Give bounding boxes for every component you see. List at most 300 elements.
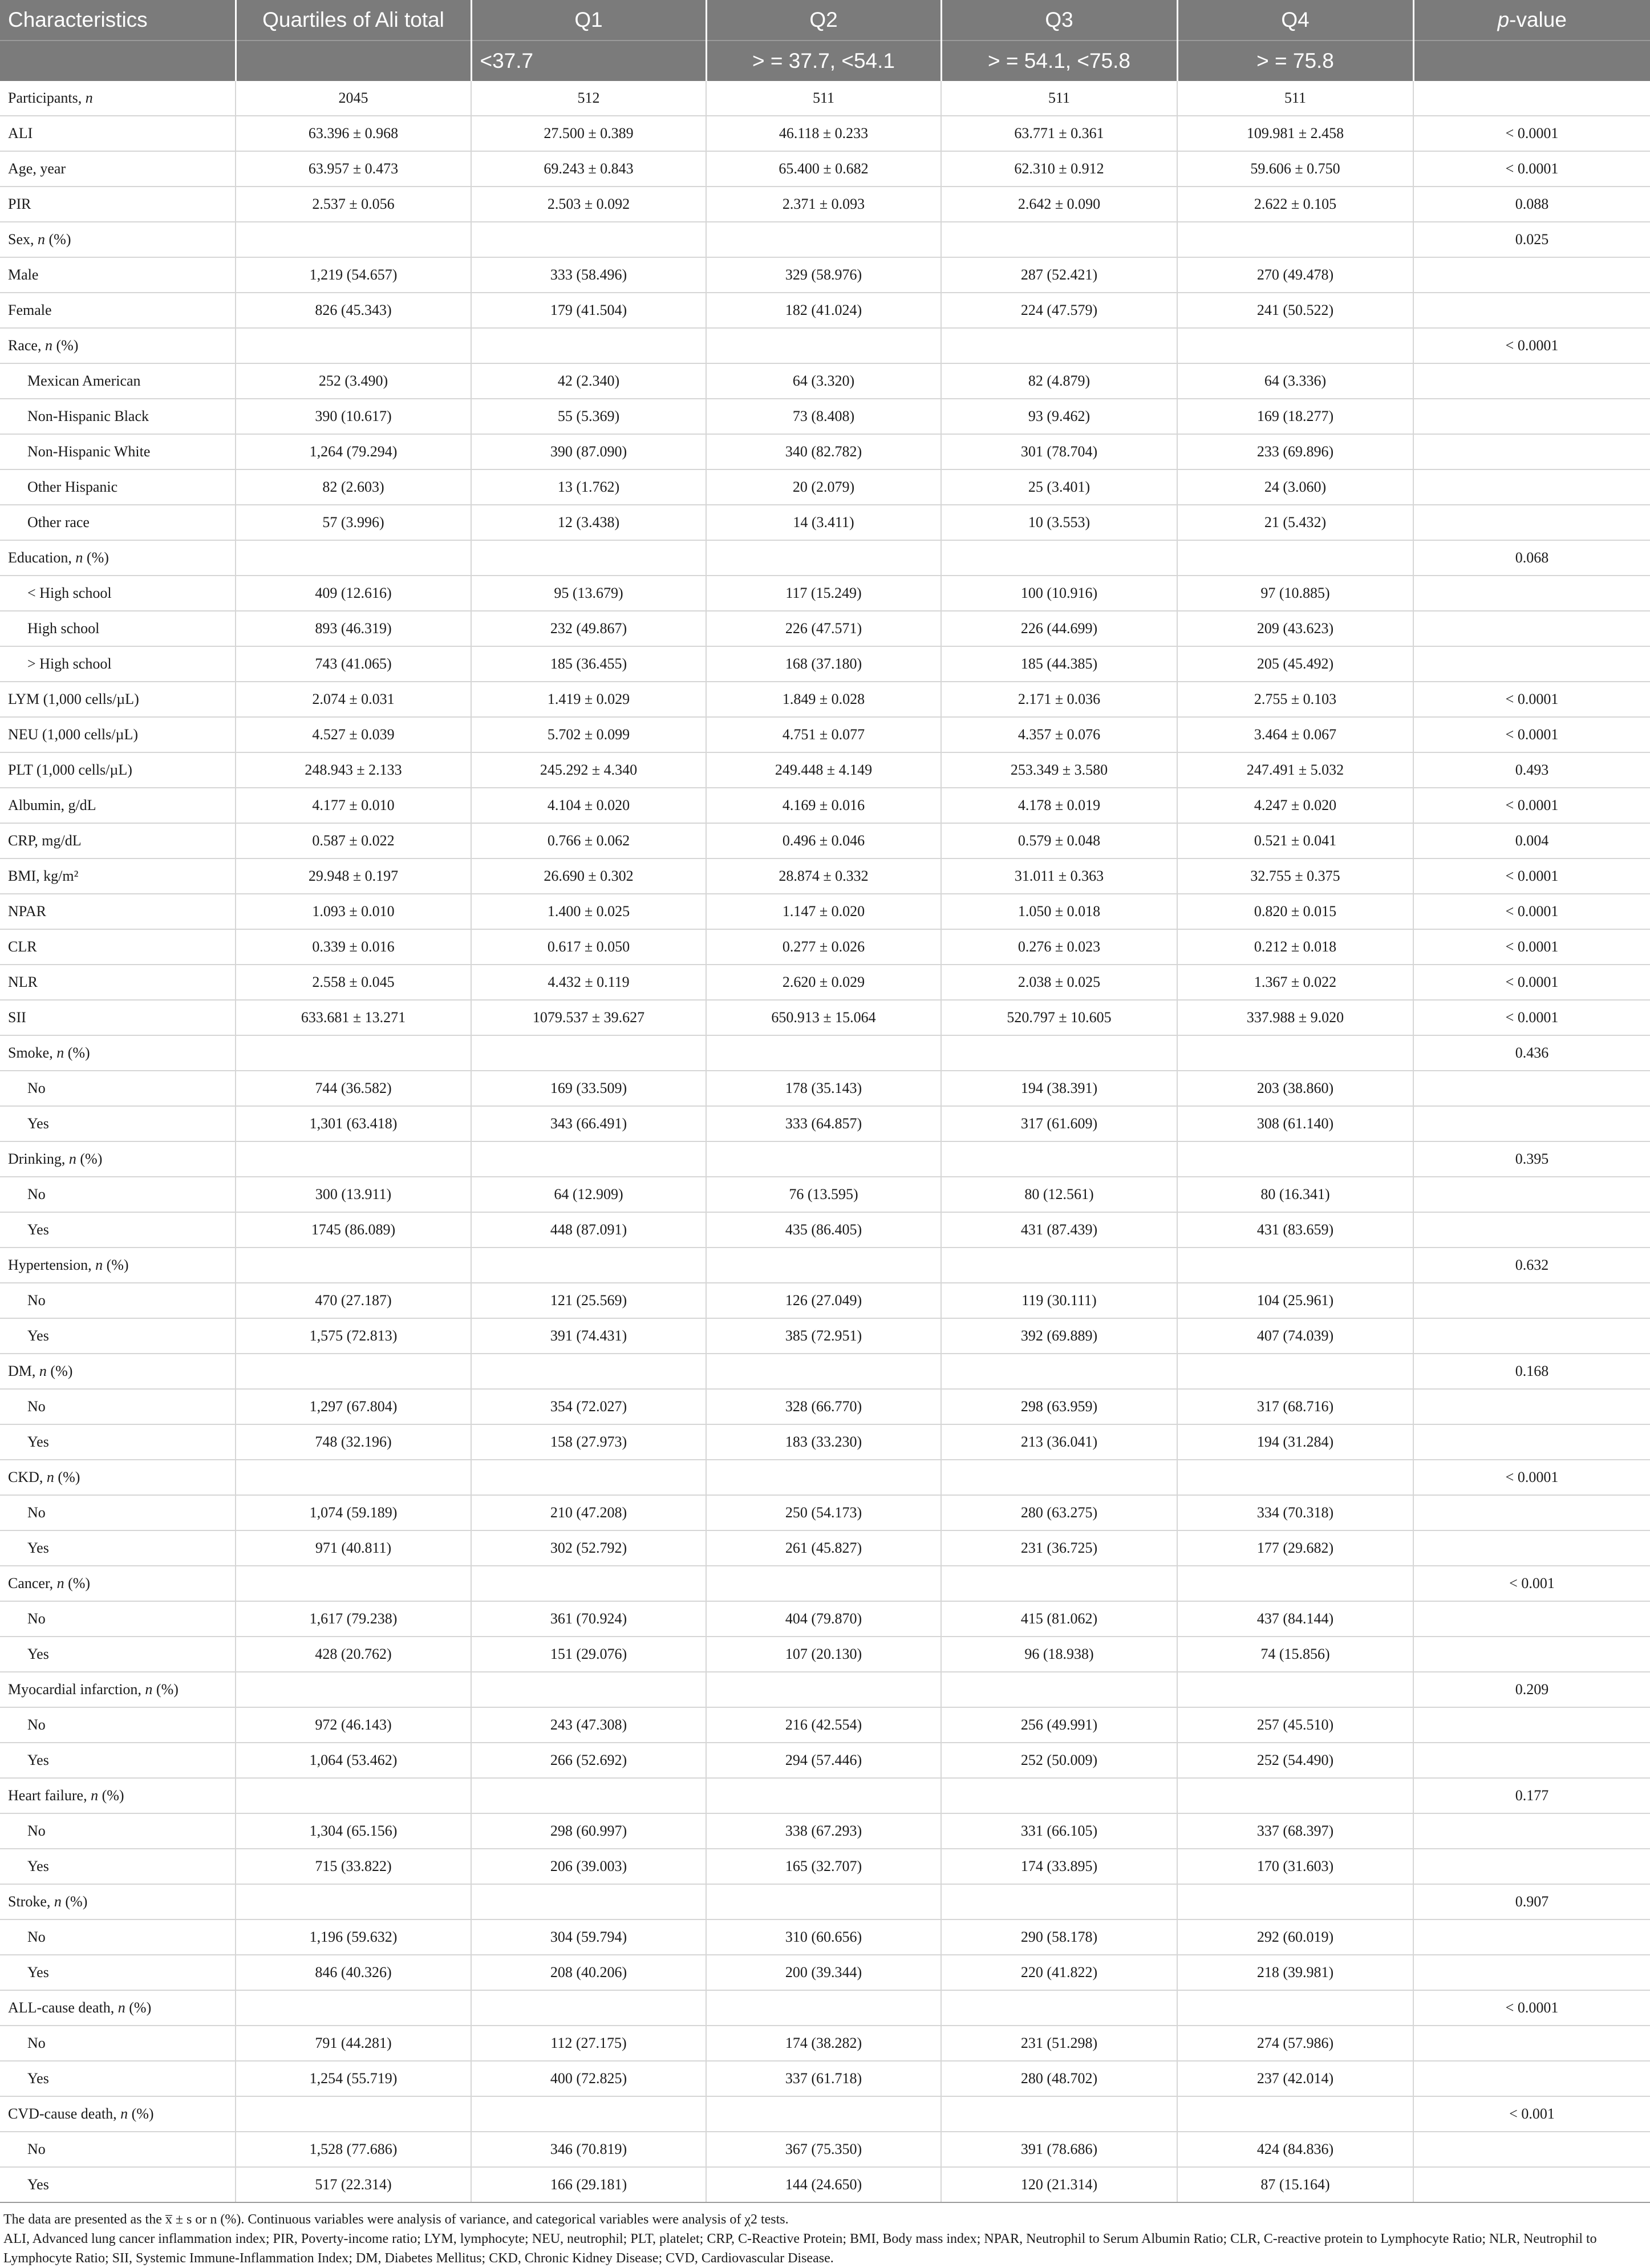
cell-q3: 96 (18.938) (941, 1637, 1177, 1672)
row-label: Male (0, 257, 236, 293)
table-row (0, 1248, 1650, 1283)
cell-p: 0.436 (1413, 1035, 1650, 1071)
row-label: Yes (0, 2061, 236, 2096)
table-row (0, 1318, 1650, 1354)
cell-q3 (941, 1035, 1177, 1071)
table-row (0, 682, 1650, 717)
table-row (0, 1424, 1650, 1460)
cell-q3: 226 (44.699) (941, 611, 1177, 646)
cell-q2: 117 (15.249) (706, 576, 941, 611)
cell-q2: 46.118 ± 0.233 (706, 116, 941, 151)
cell-p: < 0.0001 (1413, 717, 1650, 752)
cell-q2: 200 (39.344) (706, 1955, 941, 1990)
cell-q2: 182 (41.024) (706, 293, 941, 328)
table-row (0, 823, 1650, 858)
cell-p (1413, 611, 1650, 646)
table-row (0, 505, 1650, 540)
cell-p (1413, 1637, 1650, 1672)
header-empty-2 (236, 40, 471, 81)
table-row (0, 1884, 1650, 1919)
cell-q2: 1.147 ± 0.020 (706, 894, 941, 929)
table-header (0, 0, 1650, 81)
cell-q3: 63.771 ± 0.361 (941, 116, 1177, 151)
cell-p (1413, 505, 1650, 540)
table-row (0, 1743, 1650, 1778)
cell-q3: 511 (941, 81, 1177, 116)
table-row (0, 894, 1650, 929)
cell-q1 (471, 1354, 706, 1389)
table-row (0, 1707, 1650, 1743)
row-label: No (0, 1283, 236, 1318)
table-row (0, 187, 1650, 222)
table-row (0, 151, 1650, 187)
cell-total: 1,575 (72.813) (236, 1318, 471, 1354)
cell-p (1413, 469, 1650, 505)
row-label: No (0, 2132, 236, 2167)
cell-p (1413, 1813, 1650, 1849)
cell-q1 (471, 1672, 706, 1707)
row-label: No (0, 1389, 236, 1424)
cell-p: < 0.0001 (1413, 116, 1650, 151)
cell-total: 29.948 ± 0.197 (236, 858, 471, 894)
cell-q4: 252 (54.490) (1177, 1743, 1413, 1778)
cell-q3: 80 (12.561) (941, 1177, 1177, 1212)
cell-p (1413, 1707, 1650, 1743)
cell-p: < 0.0001 (1413, 1460, 1650, 1495)
cell-q3: 520.797 ± 10.605 (941, 1000, 1177, 1035)
cell-q1: 1.419 ± 0.029 (471, 682, 706, 717)
table-row (0, 717, 1650, 752)
row-label: PIR (0, 187, 236, 222)
cell-total: 1,219 (54.657) (236, 257, 471, 293)
cell-total: 1,617 (79.238) (236, 1601, 471, 1637)
cell-total: 1,528 (77.686) (236, 2132, 471, 2167)
cell-q3: 0.276 ± 0.023 (941, 929, 1177, 965)
cell-total: 57 (3.996) (236, 505, 471, 540)
cell-q4: 1.367 ± 0.022 (1177, 965, 1413, 1000)
row-label: < High school (0, 576, 236, 611)
cell-q3 (941, 1248, 1177, 1283)
table-row (0, 1460, 1650, 1495)
cell-q4: 241 (50.522) (1177, 293, 1413, 328)
table-row (0, 1141, 1650, 1177)
table-row (0, 540, 1650, 576)
cell-total: 1,301 (63.418) (236, 1106, 471, 1141)
table-row (0, 1919, 1650, 1955)
row-label: CKD, n (%) (0, 1460, 236, 1495)
cell-p (1413, 1177, 1650, 1212)
header-empty-1 (0, 40, 236, 81)
row-label: Yes (0, 1849, 236, 1884)
table-row (0, 2132, 1650, 2167)
cell-q3: 31.011 ± 0.363 (941, 858, 1177, 894)
cell-q1 (471, 2096, 706, 2132)
cell-q2: 367 (75.350) (706, 2132, 941, 2167)
cell-p (1413, 1530, 1650, 1566)
cell-total: 4.177 ± 0.010 (236, 788, 471, 823)
cell-q2: 4.751 ± 0.077 (706, 717, 941, 752)
cell-q1: 346 (70.819) (471, 2132, 706, 2167)
cell-q2: 338 (67.293) (706, 1813, 941, 1849)
cell-q2: 73 (8.408) (706, 399, 941, 434)
cell-q1: 390 (87.090) (471, 434, 706, 469)
row-label: PLT (1,000 cells/µL) (0, 752, 236, 788)
table-row (0, 1177, 1650, 1212)
cell-total: 971 (40.811) (236, 1530, 471, 1566)
row-label: ALI (0, 116, 236, 151)
cell-q1: 158 (27.973) (471, 1424, 706, 1460)
cell-q3: 298 (63.959) (941, 1389, 1177, 1424)
cell-q4: 274 (57.986) (1177, 2026, 1413, 2061)
cell-q3 (941, 1354, 1177, 1389)
cell-p: 0.025 (1413, 222, 1650, 257)
cell-total: 0.587 ± 0.022 (236, 823, 471, 858)
table-row (0, 1601, 1650, 1637)
table-row (0, 1212, 1650, 1248)
cell-p (1413, 1106, 1650, 1141)
cell-total: 744 (36.582) (236, 1071, 471, 1106)
cell-total: 1,264 (79.294) (236, 434, 471, 469)
cell-q2 (706, 1035, 941, 1071)
cell-q3: 185 (44.385) (941, 646, 1177, 682)
footnote-abbreviations: ALI, Advanced lung cancer inflammation index; PIR, Poverty-income ratio; LYM, lymphocyte; NEU, neutrophil; PLT, platelet; CRP, C-Reactive Protein; BMI, Body mass index; NPAR, Neutrophil to Serum Albumin Ratio; CLR, C-reactive protein to Lymphocyte Ratio; NLR, Neutrophil to Lymphocyte Ratio; SII, Systemic Immune-Inflammation Index; DM, Diabetes Mellitus; CKD, Chronic Kidney Disease; CVD, Cardiovascular Disease. (3, 2231, 1597, 2266)
table-row (0, 116, 1650, 151)
cell-q4: 2.622 ± 0.105 (1177, 187, 1413, 222)
row-label: Heart failure, n (%) (0, 1778, 236, 1813)
cell-total (236, 1672, 471, 1707)
cell-q3 (941, 1566, 1177, 1601)
p-rest: -value (1509, 8, 1567, 31)
cell-q3 (941, 2096, 1177, 2132)
cell-q2: 14 (3.411) (706, 505, 941, 540)
cell-p: 0.177 (1413, 1778, 1650, 1813)
cell-q3: 1.050 ± 0.018 (941, 894, 1177, 929)
cell-q1: 4.104 ± 0.020 (471, 788, 706, 823)
cell-total: 791 (44.281) (236, 2026, 471, 2061)
cell-total: 1,074 (59.189) (236, 1495, 471, 1530)
cell-q4: 0.212 ± 0.018 (1177, 929, 1413, 965)
cell-p (1413, 1071, 1650, 1106)
cell-total (236, 1035, 471, 1071)
table-row (0, 1495, 1650, 1530)
cell-q4: 407 (74.039) (1177, 1318, 1413, 1354)
cell-total (236, 1141, 471, 1177)
cell-total: 470 (27.187) (236, 1283, 471, 1318)
row-label: Albumin, g/dL (0, 788, 236, 823)
cell-q2: 28.874 ± 0.332 (706, 858, 941, 894)
cell-p: < 0.0001 (1413, 682, 1650, 717)
cell-q4: 97 (10.885) (1177, 576, 1413, 611)
cell-p: < 0.0001 (1413, 788, 1650, 823)
cell-q3: 231 (51.298) (941, 2026, 1177, 2061)
cell-q4: 87 (15.164) (1177, 2167, 1413, 2202)
cell-total (236, 1354, 471, 1389)
cell-q2: 144 (24.650) (706, 2167, 941, 2202)
table-row (0, 1955, 1650, 1990)
row-label: Yes (0, 1955, 236, 1990)
row-label: No (0, 1707, 236, 1743)
cell-q3: 82 (4.879) (941, 363, 1177, 399)
table-row (0, 81, 1650, 116)
table-body (0, 81, 1650, 2202)
cell-total: 972 (46.143) (236, 1707, 471, 1743)
cell-q1: 448 (87.091) (471, 1212, 706, 1248)
row-label: No (0, 1071, 236, 1106)
cell-q1: 208 (40.206) (471, 1955, 706, 1990)
cell-p (1413, 81, 1650, 116)
table-row (0, 1389, 1650, 1424)
cell-q3: 2.171 ± 0.036 (941, 682, 1177, 717)
cell-q3 (941, 1460, 1177, 1495)
cell-q1: 112 (27.175) (471, 2026, 706, 2061)
row-label: Smoke, n (%) (0, 1035, 236, 1071)
cell-q1: 266 (52.692) (471, 1743, 706, 1778)
row-label: Female (0, 293, 236, 328)
cell-q1: 0.766 ± 0.062 (471, 823, 706, 858)
cell-total (236, 1778, 471, 1813)
cell-p (1413, 2026, 1650, 2061)
cell-q4: 218 (39.981) (1177, 1955, 1413, 1990)
cell-p (1413, 1601, 1650, 1637)
cell-q3 (941, 540, 1177, 576)
cell-q1 (471, 222, 706, 257)
cell-q3 (941, 1778, 1177, 1813)
cell-total: 748 (32.196) (236, 1424, 471, 1460)
cell-p: < 0.0001 (1413, 1990, 1650, 2026)
cell-q1: 2.503 ± 0.092 (471, 187, 706, 222)
cell-q3: 287 (52.421) (941, 257, 1177, 293)
cell-total: 715 (33.822) (236, 1849, 471, 1884)
row-label: Education, n (%) (0, 540, 236, 576)
row-label: NEU (1,000 cells/µL) (0, 717, 236, 752)
cell-q2: 250 (54.173) (706, 1495, 941, 1530)
cell-total: 82 (2.603) (236, 469, 471, 505)
cell-q3: 100 (10.916) (941, 576, 1177, 611)
cell-q1: 1.400 ± 0.025 (471, 894, 706, 929)
cell-q2: 404 (79.870) (706, 1601, 941, 1637)
cell-q2 (706, 1248, 941, 1283)
header-q1-range: <37.7 (471, 40, 706, 81)
cell-q2: 4.169 ± 0.016 (706, 788, 941, 823)
cell-total: 300 (13.911) (236, 1177, 471, 1212)
cell-q4: 2.755 ± 0.103 (1177, 682, 1413, 717)
cell-q3: 301 (78.704) (941, 434, 1177, 469)
cell-q4: 0.820 ± 0.015 (1177, 894, 1413, 929)
cell-q3: 290 (58.178) (941, 1919, 1177, 1955)
cell-q1: 354 (72.027) (471, 1389, 706, 1424)
cell-q3: 0.579 ± 0.048 (941, 823, 1177, 858)
cell-q2 (706, 328, 941, 363)
cell-q2 (706, 1778, 941, 1813)
cell-q1: 27.500 ± 0.389 (471, 116, 706, 151)
cell-total: 0.339 ± 0.016 (236, 929, 471, 965)
cell-q4: 437 (84.144) (1177, 1601, 1413, 1637)
table-row (0, 469, 1650, 505)
cell-q4 (1177, 1248, 1413, 1283)
cell-p: 0.168 (1413, 1354, 1650, 1389)
row-label: Yes (0, 1424, 236, 1460)
cell-q2: 2.371 ± 0.093 (706, 187, 941, 222)
row-label: No (0, 1601, 236, 1637)
cell-p (1413, 1318, 1650, 1354)
header-empty-3 (1413, 40, 1650, 81)
cell-q4: 308 (61.140) (1177, 1106, 1413, 1141)
cell-total: 409 (12.616) (236, 576, 471, 611)
cell-q2: 178 (35.143) (706, 1071, 941, 1106)
row-label: > High school (0, 646, 236, 682)
cell-q3: 280 (48.702) (941, 2061, 1177, 2096)
cell-q2 (706, 2096, 941, 2132)
cell-q4: 3.464 ± 0.067 (1177, 717, 1413, 752)
cell-q3 (941, 328, 1177, 363)
cell-q1: 206 (39.003) (471, 1849, 706, 1884)
cell-total (236, 328, 471, 363)
row-label: High school (0, 611, 236, 646)
cell-q4 (1177, 1354, 1413, 1389)
cell-q1 (471, 1884, 706, 1919)
cell-q4: 64 (3.336) (1177, 363, 1413, 399)
cell-q4: 270 (49.478) (1177, 257, 1413, 293)
cell-q4 (1177, 1035, 1413, 1071)
cell-q2: 65.400 ± 0.682 (706, 151, 941, 187)
cell-q2: 216 (42.554) (706, 1707, 941, 1743)
cell-q4: 209 (43.623) (1177, 611, 1413, 646)
cell-total: 743 (41.065) (236, 646, 471, 682)
row-label: Stroke, n (%) (0, 1884, 236, 1919)
cell-p: < 0.001 (1413, 2096, 1650, 2132)
cell-p: 0.907 (1413, 1884, 1650, 1919)
cell-q1: 69.243 ± 0.843 (471, 151, 706, 187)
table-row (0, 328, 1650, 363)
row-label: CLR (0, 929, 236, 965)
table-row (0, 1778, 1650, 1813)
cell-q4: 170 (31.603) (1177, 1849, 1413, 1884)
header-quartiles: Quartiles of Ali total (236, 0, 471, 40)
row-label: No (0, 1495, 236, 1530)
table-row (0, 257, 1650, 293)
cell-q1 (471, 1460, 706, 1495)
cell-p: 0.395 (1413, 1141, 1650, 1177)
cell-q4: 337.988 ± 9.020 (1177, 1000, 1413, 1035)
cell-q2: 2.620 ± 0.029 (706, 965, 941, 1000)
cell-q2: 337 (61.718) (706, 2061, 941, 2096)
cell-p: < 0.0001 (1413, 929, 1650, 965)
row-label: Drinking, n (%) (0, 1141, 236, 1177)
cell-q1: 243 (47.308) (471, 1707, 706, 1743)
cell-p (1413, 2167, 1650, 2202)
header-q4: Q4 (1177, 0, 1413, 40)
cell-q1: 5.702 ± 0.099 (471, 717, 706, 752)
cell-p: 0.493 (1413, 752, 1650, 788)
cell-total: 248.943 ± 2.133 (236, 752, 471, 788)
cell-q1: 512 (471, 81, 706, 116)
cell-total (236, 1248, 471, 1283)
cell-q3: 2.038 ± 0.025 (941, 965, 1177, 1000)
row-label: Yes (0, 1743, 236, 1778)
cell-q4: 334 (70.318) (1177, 1495, 1413, 1530)
cell-q3: 415 (81.062) (941, 1601, 1177, 1637)
cell-total (236, 1884, 471, 1919)
cell-p (1413, 399, 1650, 434)
cell-p: 0.068 (1413, 540, 1650, 576)
cell-q4 (1177, 1566, 1413, 1601)
cell-q4: 32.755 ± 0.375 (1177, 858, 1413, 894)
row-label: Yes (0, 1106, 236, 1141)
cell-q2 (706, 540, 941, 576)
row-label: Age, year (0, 151, 236, 187)
row-label: Race, n (%) (0, 328, 236, 363)
table-row (0, 2061, 1650, 2096)
cell-q4: 80 (16.341) (1177, 1177, 1413, 1212)
cell-total: 517 (22.314) (236, 2167, 471, 2202)
cell-q4: 0.521 ± 0.041 (1177, 823, 1413, 858)
cell-p: 0.632 (1413, 1248, 1650, 1283)
cell-q1 (471, 1566, 706, 1601)
cell-q3: 317 (61.609) (941, 1106, 1177, 1141)
cell-q2: 1.849 ± 0.028 (706, 682, 941, 717)
cell-q4: 205 (45.492) (1177, 646, 1413, 682)
cell-q1: 64 (12.909) (471, 1177, 706, 1212)
cell-q3: 252 (50.009) (941, 1743, 1177, 1778)
cell-q3: 391 (78.686) (941, 2132, 1177, 2167)
cell-p (1413, 2061, 1650, 2096)
row-label: Other race (0, 505, 236, 540)
cell-p (1413, 1849, 1650, 1884)
cell-q4: 431 (83.659) (1177, 1212, 1413, 1248)
cell-q1: 361 (70.924) (471, 1601, 706, 1637)
row-label: Yes (0, 1318, 236, 1354)
table-row (0, 1283, 1650, 1318)
row-label: Other Hispanic (0, 469, 236, 505)
cell-total (236, 1460, 471, 1495)
cell-q3: 194 (38.391) (941, 1071, 1177, 1106)
cell-total: 1745 (86.089) (236, 1212, 471, 1248)
cell-q2: 511 (706, 81, 941, 116)
cell-q3: 331 (66.105) (941, 1813, 1177, 1849)
table-row (0, 576, 1650, 611)
cell-q4: 104 (25.961) (1177, 1283, 1413, 1318)
row-label: Mexican American (0, 363, 236, 399)
cell-q2: 435 (86.405) (706, 1212, 941, 1248)
cell-q3: 213 (36.041) (941, 1424, 1177, 1460)
cell-q4: 511 (1177, 81, 1413, 116)
cell-q2: 340 (82.782) (706, 434, 941, 469)
cell-q4: 194 (31.284) (1177, 1424, 1413, 1460)
cell-q2: 310 (60.656) (706, 1919, 941, 1955)
cell-q3: 120 (21.314) (941, 2167, 1177, 2202)
table-row (0, 222, 1650, 257)
cell-q3: 174 (33.895) (941, 1849, 1177, 1884)
cell-total: 846 (40.326) (236, 1955, 471, 1990)
table-footnotes (0, 2203, 1650, 2268)
cell-total: 2.074 ± 0.031 (236, 682, 471, 717)
cell-p: < 0.0001 (1413, 858, 1650, 894)
table-row (0, 2026, 1650, 2061)
cell-p (1413, 1389, 1650, 1424)
row-label: Participants, n (0, 81, 236, 116)
cell-p (1413, 646, 1650, 682)
cell-q2: 261 (45.827) (706, 1530, 941, 1566)
table-row (0, 2167, 1650, 2202)
table-row (0, 1035, 1650, 1071)
header-q3-range: > = 54.1, <75.8 (941, 40, 1177, 81)
cell-total: 63.957 ± 0.473 (236, 151, 471, 187)
cell-q4: 257 (45.510) (1177, 1707, 1413, 1743)
cell-total (236, 222, 471, 257)
cell-q4 (1177, 1778, 1413, 1813)
header-characteristics: Characteristics (0, 0, 236, 40)
cell-q1: 26.690 ± 0.302 (471, 858, 706, 894)
